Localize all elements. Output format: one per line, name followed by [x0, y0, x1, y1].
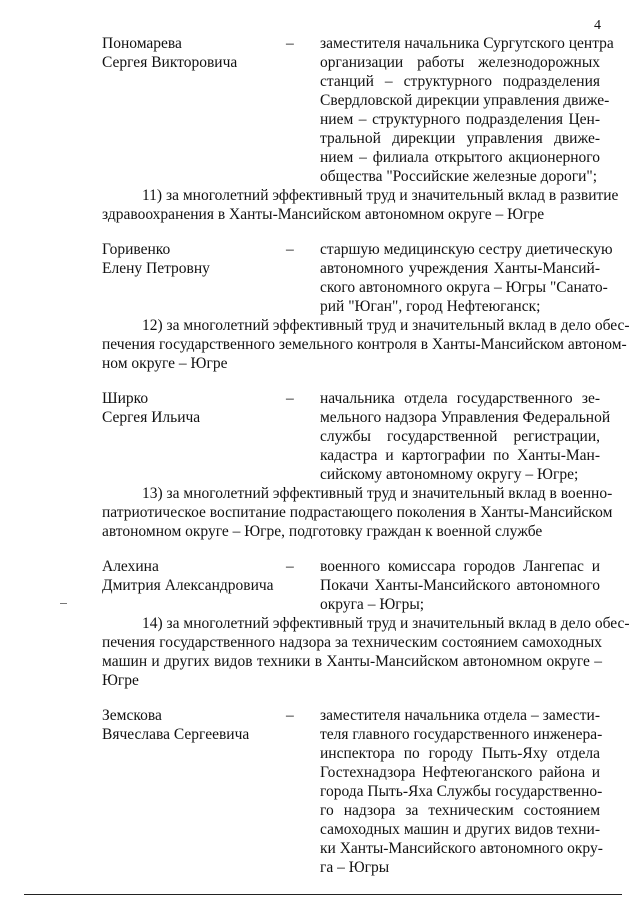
entry-dash: – — [286, 241, 294, 258]
person-given-names: Дмитрия Александровича — [102, 577, 274, 594]
position-line: автономного учреждения Ханты-Мансий- — [320, 260, 600, 277]
position-line: Свердловской дирекции управления движе- — [320, 92, 610, 109]
position-line: заместителя начальника Сургутского центра — [320, 35, 614, 52]
position-line: Гостехнадзора Нефтеюганского района и — [320, 764, 600, 781]
position-line: города Пыть-Яха Службы государственно- — [320, 783, 603, 800]
person-surname: Горивенко — [102, 241, 171, 258]
position-line: кадастра и картографии по Ханты-Ман- — [320, 447, 600, 464]
award-paragraph-line: ном округе – Югре — [102, 355, 228, 372]
position-line: инспектора по городу Пыть-Яху отдела — [320, 745, 600, 762]
position-line: военного комиссара городов Лангепас и — [320, 558, 600, 575]
award-paragraph-line: печения государственного земельного контроля в Ханты-Мансийском автоном- — [102, 336, 627, 353]
position-line: общества "Российские железные дороги"; — [320, 168, 598, 185]
position-line: начальника отдела государственного зе- — [320, 390, 600, 407]
position-line: тральной дирекции управления движе- — [320, 130, 600, 147]
person-surname: Алехина — [102, 558, 159, 575]
position-line: заместителя начальника отдела – замести- — [320, 707, 600, 724]
award-paragraph-line: здравоохранения в Ханты-Мансийском автономном округе – Югре — [102, 206, 545, 223]
position-line: самоходных машин и других видов техни- — [320, 821, 600, 838]
position-line: службы государственной регистрации, — [320, 428, 600, 445]
bottom-rule — [24, 894, 622, 895]
award-paragraph-line: машин и других видов техники в Ханты-Мансийском автономном округе – — [102, 653, 602, 670]
margin-mark — [60, 603, 67, 604]
position-line: округа – Югры; — [320, 596, 425, 613]
person-given-names: Сергея Викторовича — [102, 54, 238, 71]
position-line: ки Ханты-Мансийского автономного окру- — [320, 840, 603, 857]
person-given-names: Елену Петровну — [102, 260, 210, 277]
award-paragraph-line: патриотическое воспитание подрастающего поколения в Ханты-Мансийском — [102, 504, 613, 521]
position-line: ского автономного округа – Югры "Санато- — [320, 279, 608, 296]
position-line: га – Югры — [320, 859, 390, 876]
position-line: организации работы железнодорожных — [320, 54, 600, 71]
position-line: рий "Юган", город Нефтеюганск; — [320, 298, 541, 315]
position-line: старшую медицинскую сестру диетическую — [320, 241, 613, 258]
award-paragraph-line: 11) за многолетний эффективный труд и значительный вклад в развитие — [142, 187, 619, 204]
position-line: нием – филиала открытого акционерного — [320, 149, 600, 166]
position-line: станций – структурного подразделения — [320, 73, 600, 90]
award-paragraph-line: Югре — [102, 672, 139, 689]
entry-dash: – — [286, 390, 294, 407]
position-line: мельного надзора Управления Федеральной — [320, 409, 611, 426]
position-line: сийскому автономному округу – Югре; — [320, 466, 579, 483]
page-number: 4 — [594, 18, 601, 33]
person-surname: Пономарева — [102, 35, 182, 52]
entry-dash: – — [286, 558, 294, 575]
award-paragraph-line: печения государственного надзора за техническим состоянием самоходных — [102, 634, 602, 651]
entry-dash: – — [286, 35, 294, 52]
entry-dash: – — [286, 707, 294, 724]
person-given-names: Сергея Ильича — [102, 409, 201, 426]
position-line: Покачи Ханты-Мансийского автономного — [320, 577, 600, 594]
award-paragraph-line: 13) за многолетний эффективный труд и значительный вклад в военно- — [142, 485, 613, 502]
position-line: теля главного государственного инженера- — [320, 726, 603, 743]
position-line: нием – структурного подразделения Цен- — [320, 111, 600, 128]
person-surname: Земскова — [102, 707, 162, 724]
position-line: го надзора за техническим состоянием — [320, 802, 600, 819]
award-paragraph-line: 12) за многолетний эффективный труд и значительный вклад в дело обес- — [142, 317, 630, 334]
person-surname: Ширко — [102, 390, 149, 407]
person-given-names: Вячеслава Сергеевича — [102, 726, 250, 743]
award-paragraph-line: автономном округе – Югре, подготовку граждан к военной службе — [102, 523, 543, 540]
award-paragraph-line: 14) за многолетний эффективный труд и значительный вклад в дело обес- — [142, 615, 630, 632]
